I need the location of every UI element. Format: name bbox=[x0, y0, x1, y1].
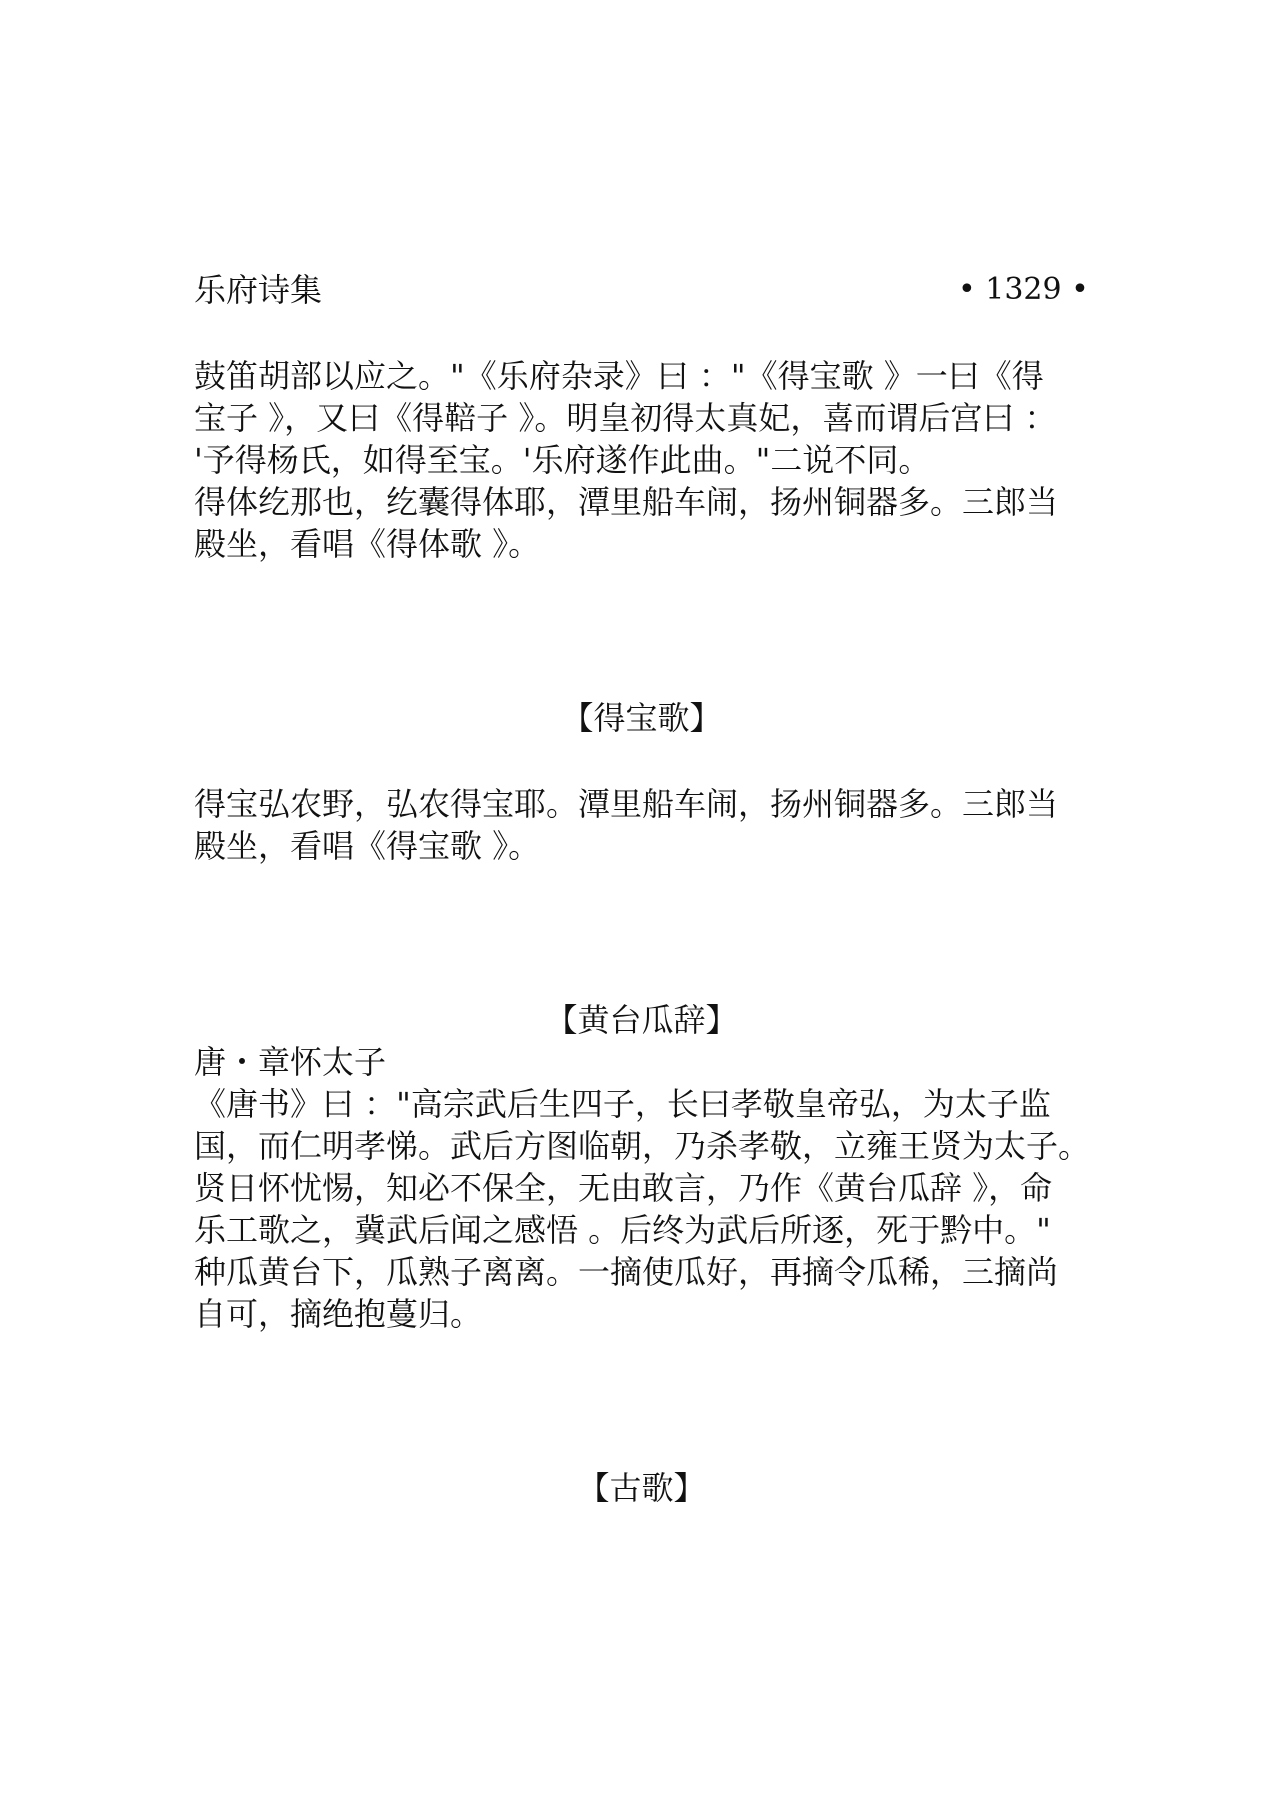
paragraph-line: 宝子 》，又曰《得鞛子 》。明皇初得太真妃，喜而谓后宫曰 ： bbox=[194, 399, 1057, 437]
poem-line: 得宝弘农野，弘农得宝耶。潭里船车闹，扬州铜器多。三郎当 bbox=[194, 785, 1059, 823]
paragraph-line: 鼓笛胡部以应之。"《乐府杂录》曰 ："《得宝歌 》一曰《得 bbox=[194, 357, 1044, 395]
page-number: • 1329 • bbox=[958, 272, 1089, 307]
section-heading: 【古歌】 bbox=[577, 1469, 706, 1507]
paragraph-line: 国，而仁明孝悌。武后方图临朝，乃杀孝敬，立雍王贤为太子。 bbox=[194, 1127, 1091, 1165]
paragraph-line: '予得杨氏，如得至宝。'乐府遂作此曲。"二说不同。 bbox=[194, 441, 931, 479]
poem-line: 自可，摘绝抱蔓归。 bbox=[194, 1295, 483, 1333]
paragraph-line: 《唐书》曰 ："高宗武后生四子，长曰孝敬皇帝弘，为太子监 bbox=[194, 1085, 1051, 1123]
poem-line: 得体纥那也，纥囊得体耶，潭里船车闹，扬州铜器多。三郎当 bbox=[194, 483, 1059, 521]
section-heading: 【黄台瓜辞】 bbox=[545, 1001, 738, 1039]
paragraph-line: 乐工歌之，冀武后闻之感悟 。后终为武后所逐，死于黔中。" bbox=[194, 1211, 1051, 1249]
paragraph-line: 贤日怀忧惕，知必不保全，无由敢言，乃作《黄台瓜辞 》，命 bbox=[194, 1169, 1053, 1207]
section-heading: 【得宝歌】 bbox=[561, 699, 722, 737]
poem-line: 种瓜黄台下，瓜熟子离离。一摘使瓜好，再摘令瓜稀，三摘尚 bbox=[194, 1253, 1059, 1291]
poem-line: 殿坐，看唱《得体歌 》。 bbox=[194, 525, 541, 563]
running-header-title: 乐府诗集 bbox=[194, 271, 323, 309]
author-line: 唐・章怀太子 bbox=[194, 1043, 387, 1081]
poem-line: 殿坐，看唱《得宝歌 》。 bbox=[194, 827, 541, 865]
